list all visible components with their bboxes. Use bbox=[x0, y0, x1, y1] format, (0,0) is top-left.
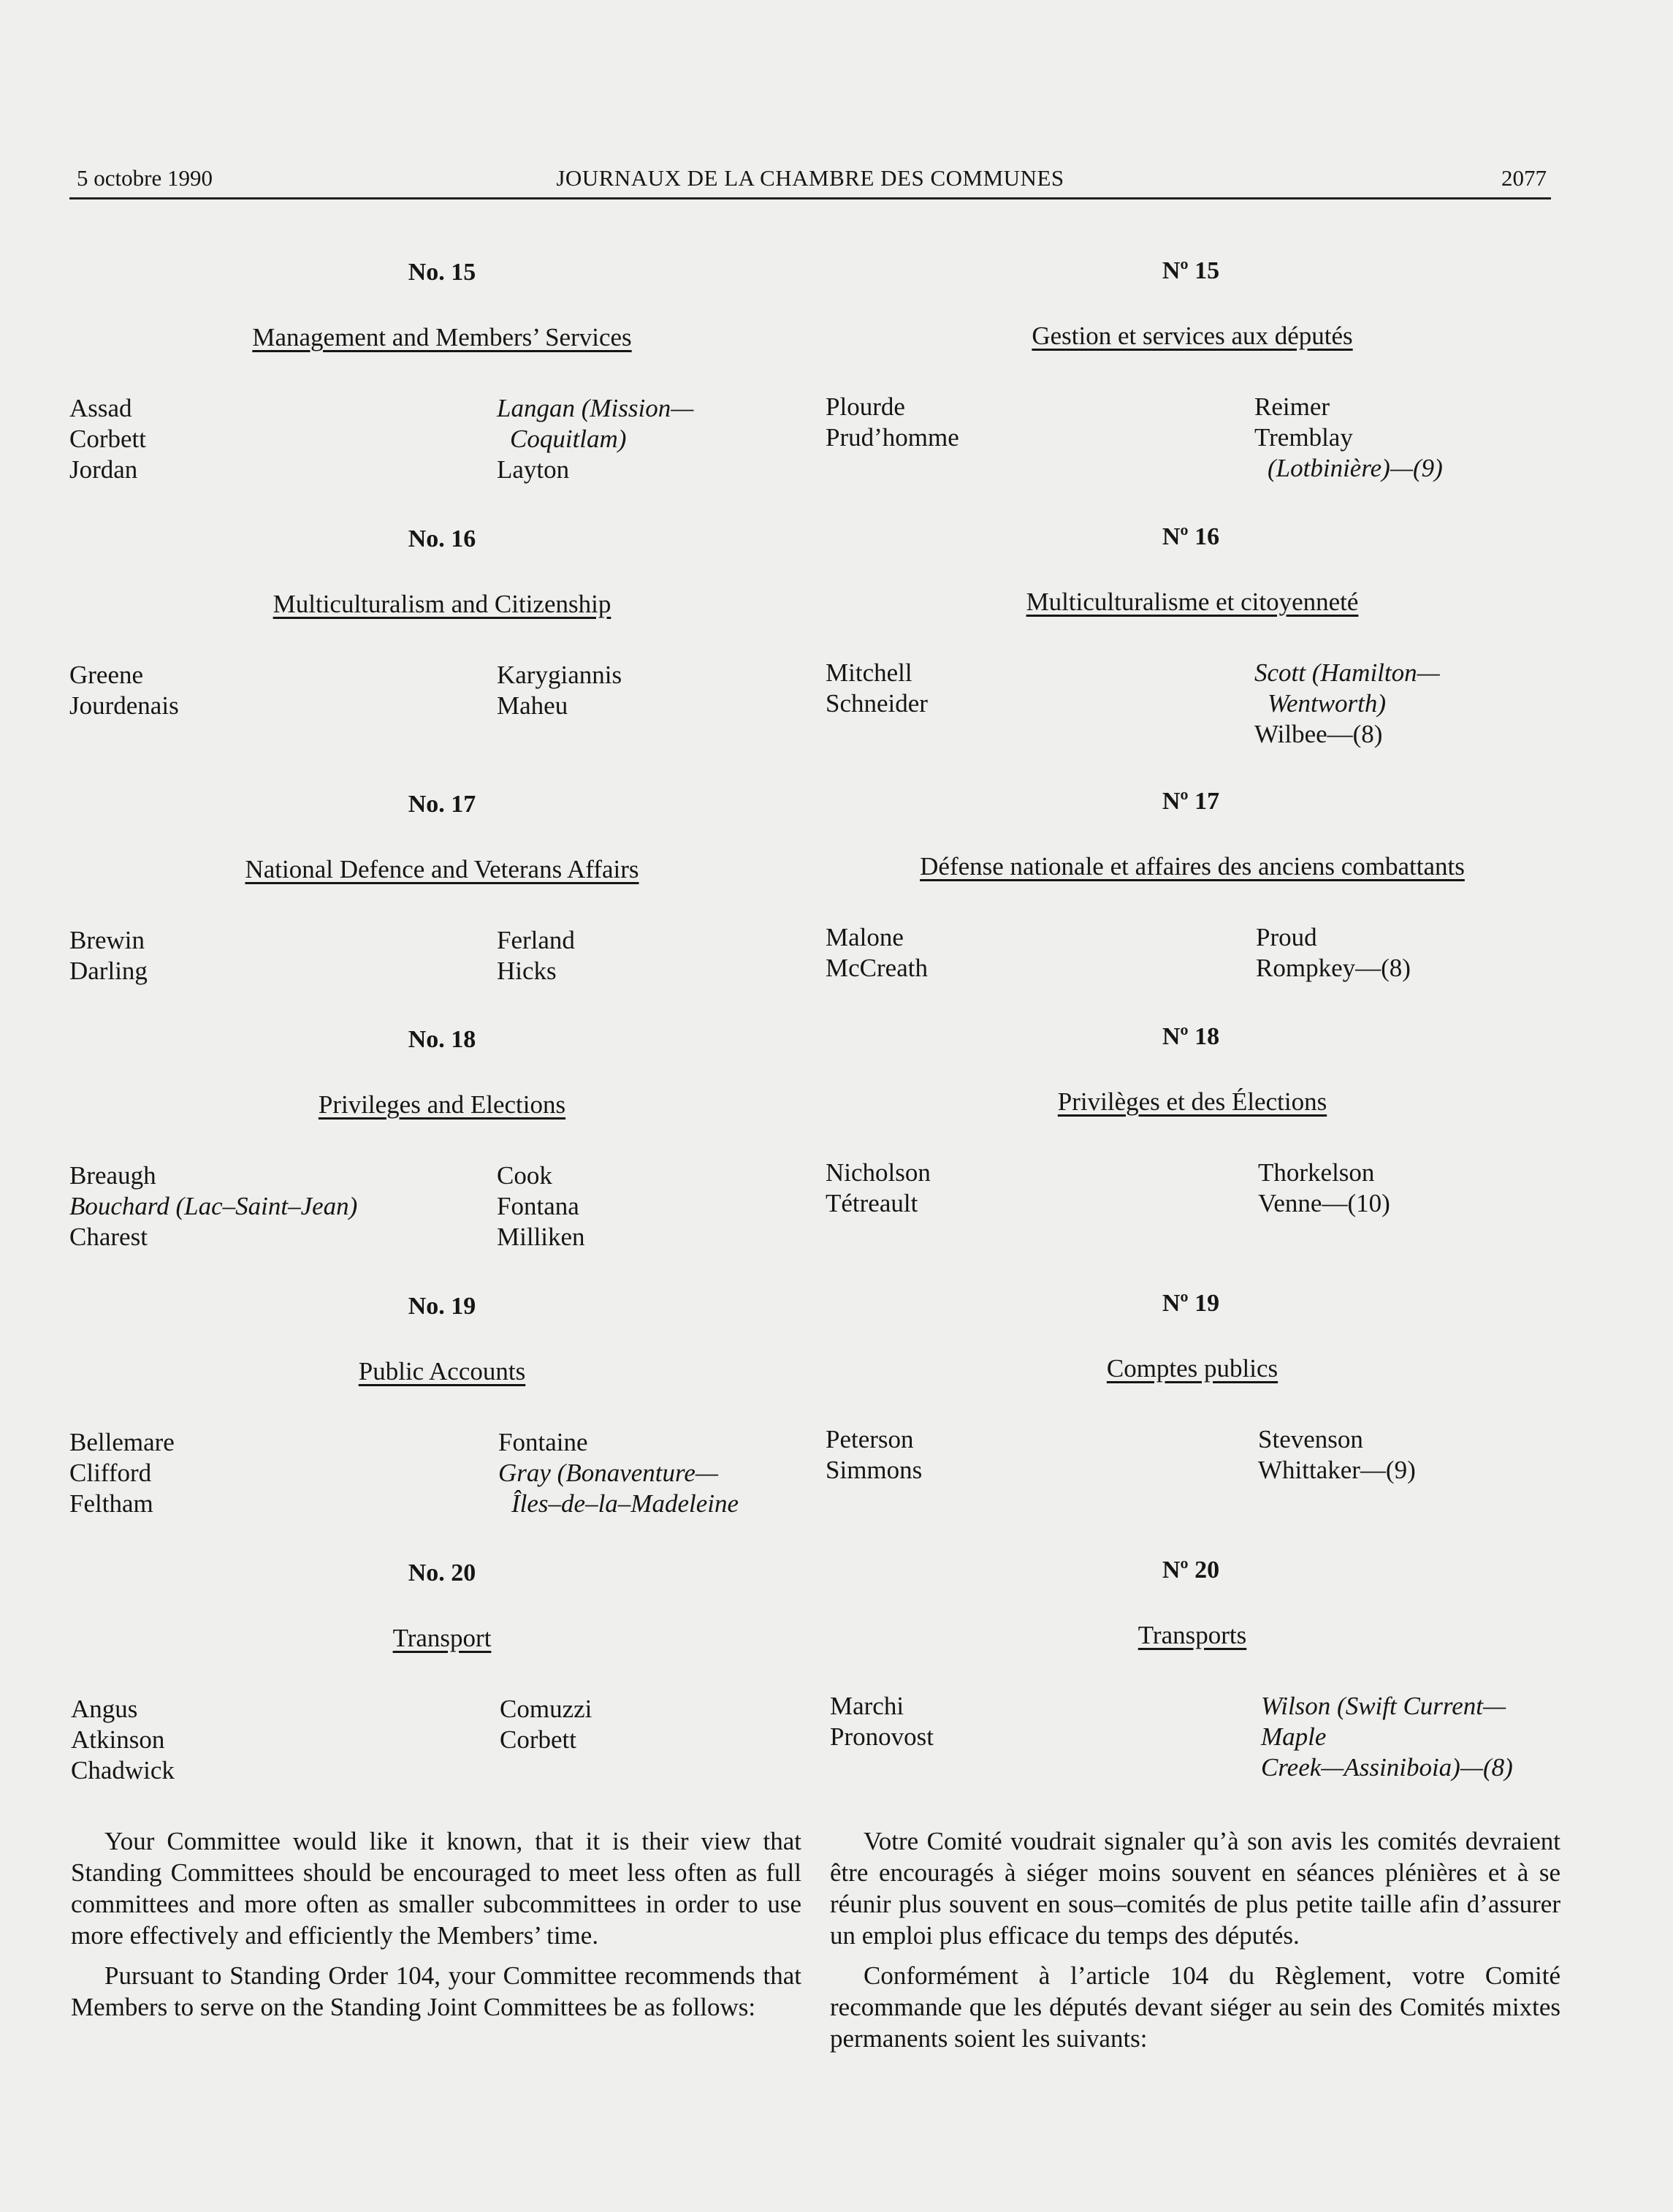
member-name: Peterson bbox=[826, 1425, 914, 1453]
paragraph: Your Committee would like it known, that it is their view that Standing Committees should be encouraged to meet less often as full committees and more often as smaller subcommittees in order to use more effectively and efficiently the Members’ time. bbox=[71, 1827, 801, 1950]
member-name: Darling bbox=[69, 957, 148, 985]
committee-number: No. 19 bbox=[408, 1293, 476, 1320]
member-name-continued: Creek—Assiniboia)—(8) bbox=[1261, 1753, 1513, 1782]
member-name: Karygiannis bbox=[497, 661, 622, 689]
committee-title: Défense nationale et affaires des anciens combattants bbox=[920, 852, 1465, 881]
header-date: 5 octobre 1990 bbox=[77, 165, 213, 191]
member-name: Charest bbox=[69, 1223, 148, 1251]
committee-number: Nº 15 bbox=[1162, 257, 1220, 284]
member-name: Rompkey—(8) bbox=[1256, 954, 1411, 982]
committee-number: Nº 20 bbox=[1162, 1557, 1220, 1584]
member-name: Tétreault bbox=[826, 1189, 918, 1217]
committee-title: Multiculturalism and Citizenship bbox=[273, 590, 611, 618]
member-name-continued: Coquitlam) bbox=[510, 425, 627, 453]
committee-number: No. 15 bbox=[408, 259, 476, 286]
member-name: Fontaine bbox=[498, 1428, 588, 1456]
member-name: Ferland bbox=[497, 926, 575, 954]
page-header bbox=[69, 165, 1551, 199]
member-name-italic-part: Bouchard (Lac–Saint–Jean) bbox=[69, 1192, 358, 1220]
member-name: Feltham bbox=[69, 1489, 153, 1518]
committee-title: National Defence and Veterans Affairs bbox=[245, 855, 639, 883]
member-name: Gray (Bonaventure— bbox=[498, 1459, 718, 1487]
committee-number: Nº 17 bbox=[1162, 788, 1220, 815]
member-name: Clifford bbox=[69, 1459, 152, 1487]
member-name: Prud’homme bbox=[826, 423, 959, 452]
committee-title: Transport bbox=[392, 1624, 492, 1652]
paragraph: Conformément à l’article 104 du Règlement, votre Comité recommande que les députés devant siéger au sein des Comités mixtes permanents soient les suivants: bbox=[830, 1961, 1560, 2053]
committee-title: Transports bbox=[1137, 1621, 1247, 1649]
committee-number: No. 17 bbox=[408, 791, 476, 818]
committee-number: No. 16 bbox=[408, 525, 476, 552]
member-name: Mitchell bbox=[826, 658, 912, 687]
member-name: Plourde bbox=[826, 392, 905, 421]
member-name: Reimer bbox=[1254, 392, 1330, 421]
member-name: Proud bbox=[1256, 923, 1317, 951]
member-name: Cook bbox=[497, 1161, 552, 1190]
member-name-continued: Wentworth) bbox=[1268, 689, 1387, 718]
member-name: Greene bbox=[69, 661, 144, 689]
member-name: Pronovost bbox=[830, 1722, 934, 1751]
member-name: Breaugh bbox=[69, 1161, 156, 1190]
member-name: Jordan bbox=[69, 455, 138, 484]
member-name: Wilson (Swift Current— bbox=[1261, 1692, 1506, 1720]
member-name: Scott (Hamilton— bbox=[1254, 658, 1440, 687]
committee-number: Nº 19 bbox=[1162, 1290, 1220, 1317]
committee-title: Multiculturalisme et citoyenneté bbox=[1026, 588, 1359, 616]
member-name: Whittaker—(9) bbox=[1258, 1456, 1416, 1484]
member-name: Fontana bbox=[497, 1192, 579, 1220]
committee-title: Management and Members’ Services bbox=[252, 323, 632, 351]
committee-title: Privileges and Elections bbox=[318, 1090, 566, 1119]
member-name-continued: (Lotbinière)—(9) bbox=[1268, 454, 1443, 482]
member-name: Corbett bbox=[69, 425, 146, 453]
header-page-number: 2077 bbox=[1501, 165, 1547, 191]
member-name: Malone bbox=[826, 923, 904, 951]
member-name: Assad bbox=[69, 394, 132, 422]
member-name: Jourdenais bbox=[69, 691, 179, 720]
member-name: Atkinson bbox=[71, 1725, 165, 1754]
committee-number: No. 20 bbox=[408, 1559, 476, 1586]
paragraph: Votre Comité voudrait signaler qu’à son avis les comités devraient être encouragés à siéger moins souvent en séances plénières et à se réunir plus souvent en sous–comités de plus petite taille afin d’assurer un emploi plus efficace du temps des députés. bbox=[830, 1827, 1560, 1950]
member-name: Wilbee—(8) bbox=[1254, 720, 1383, 748]
member-name: Simmons bbox=[826, 1456, 923, 1484]
member-name: McCreath bbox=[826, 954, 928, 982]
member-name: Bellemare bbox=[69, 1428, 175, 1456]
paragraph: Pursuant to Standing Order 104, your Committee recommends that Members to serve on the Standing Joint Committees be as follows: bbox=[71, 1961, 801, 2021]
member-name: Angus bbox=[71, 1695, 138, 1723]
member-name: Brewin bbox=[69, 926, 145, 954]
member-name: Comuzzi bbox=[500, 1695, 592, 1723]
member-name-continued: Maple bbox=[1261, 1722, 1327, 1751]
committee-title: Gestion et services aux députés bbox=[1032, 322, 1353, 350]
member-name: Marchi bbox=[830, 1692, 904, 1720]
member-name-continued: Îles–de–la–Madeleine bbox=[511, 1489, 739, 1518]
member-name: Langan (Mission— bbox=[497, 394, 694, 422]
committee-title: Privilèges et des Élections bbox=[1057, 1087, 1327, 1116]
member-name: Nicholson bbox=[826, 1158, 931, 1187]
member-name: Layton bbox=[497, 455, 570, 484]
member-name: Hicks bbox=[497, 957, 557, 985]
committee-number: Nº 18 bbox=[1162, 1023, 1220, 1050]
member-name: Venne—(10) bbox=[1258, 1189, 1390, 1217]
member-name: Maheu bbox=[497, 691, 568, 720]
committee-title: Public Accounts bbox=[358, 1357, 526, 1386]
member-name: Thorkelson bbox=[1258, 1158, 1375, 1187]
committee-number: Nº 16 bbox=[1162, 523, 1220, 550]
committee-title: Comptes publics bbox=[1106, 1354, 1278, 1383]
member-name: Chadwick bbox=[71, 1756, 175, 1785]
member-name: Corbett bbox=[500, 1725, 576, 1754]
member-name: Tremblay bbox=[1254, 423, 1353, 452]
member-name: Stevenson bbox=[1258, 1425, 1363, 1453]
member-name: Milliken bbox=[497, 1223, 585, 1251]
committee-number: No. 18 bbox=[408, 1026, 476, 1053]
member-name: Schneider bbox=[826, 689, 928, 718]
header-title: JOURNAUX DE LA CHAMBRE DES COMMUNES bbox=[556, 165, 1064, 191]
